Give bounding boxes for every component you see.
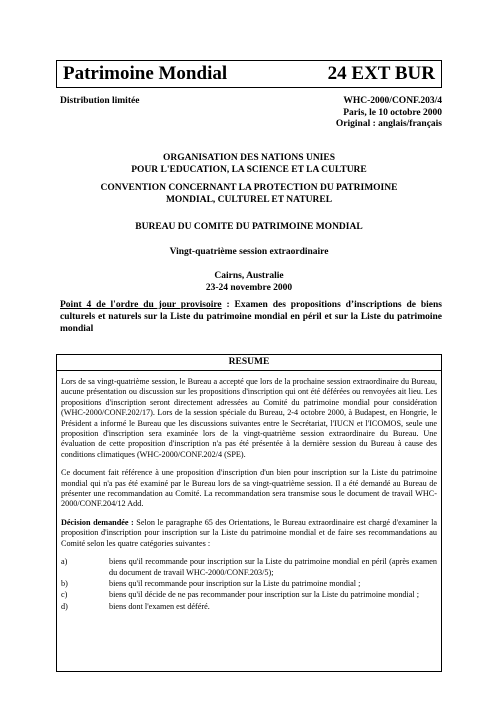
list-item-text: biens dont l'examen est déféré. — [109, 601, 210, 611]
agenda-text: : Examen des propositions d’inscriptions de biens culturels et naturels sur la Liste du patrimoine mondial en péril et sur la Liste du patrimoine mondial — [60, 300, 442, 334]
decision-paragraph — [61, 518, 437, 549]
doc-number: WHC-2000/CONF.203/4 — [343, 96, 442, 106]
list-item-letter: c) — [61, 590, 68, 600]
list-item — [61, 557, 437, 578]
agenda-item — [60, 299, 442, 335]
bureau-heading: BUREAU DU COMITE DU PATRIMOINE MONDIAL — [135, 222, 363, 232]
summary-box — [56, 354, 442, 672]
category-list — [61, 557, 437, 612]
conv-line-1: CONVENTION CONCERNANT LA PROTECTION DU PATRIMOINE — [100, 183, 398, 193]
summary-body — [61, 377, 437, 613]
distribution-label: Distribution limitée — [60, 96, 140, 106]
list-item — [61, 590, 437, 600]
header-code: 24 EXT BUR — [327, 63, 435, 84]
list-item-letter: d) — [61, 601, 68, 611]
header-box — [56, 60, 442, 88]
list-item-letter: b) — [61, 578, 68, 588]
summary-paragraph-2: Ce document fait référence à une proposition d'inscription d'un bien pour inscription sur la Liste du patrimoine mondial qui n'a pas été examiné par le Bureau lors de sa vingt-quatrième session. Il a été demandé au Bureau de présenter une recommandation au Comité. La recommandation sera transmise sous le document de travail WHC-2000/CONF.204/12 Add. — [61, 468, 437, 509]
agenda-label: Point 4 de l'ordre du jour provisoire — [60, 300, 222, 310]
organisation-heading — [56, 152, 442, 176]
list-item — [61, 602, 437, 612]
document-references — [336, 96, 442, 131]
summary-paragraph-1: Lors de sa vingt-quatrième session, le Bureau a accepté que lors de la prochaine session extraordinaire du Bureau, aucune présentation ou discussion sur les propositions d'inscription qui ont été déférées ou renvoyées ait lieu. Les propositions d'inscription seront directement adressées au Comité du patrimoine mondial pour considération (WHC-2000/CONF.202/17). Lors de la session spéciale du Bureau, 2-4 octobre 2000, à Budapest, en Hongrie, le Président a informé le Bureau que les discussions suivantes entre le Secrétariat, l'IUCN et l'ICOMOS, seule une proposition d'inscription sera examinée lors de la vingt-quatrième session extraordinaire du Bureau. Une évaluation de cette proposition d'inscription n'a pas été présentée à la dernière session du Bureau à cause des conditions climatiques (WHC-2000/CONF.202/4 (SPE). — [61, 377, 437, 459]
original-language: Original : anglais/français — [335, 119, 442, 129]
list-item — [61, 579, 437, 589]
summary-divider — [57, 370, 441, 371]
list-item-letter: a) — [61, 557, 68, 567]
summary-title: RESUME — [228, 357, 270, 367]
location-block — [56, 270, 442, 294]
decision-text: Selon le paragraphe 65 des Orientations, le Bureau extraordinaire est chargé d'examiner la proposition d'inscription pour inscription sur la Liste du patrimoine mondial et de faire ses recommandations au Comité selon les quatre catégories suivantes : — [61, 517, 437, 548]
list-item-text: biens qu'il décide de ne pas recommander pour inscription sur la Liste du patrimoine mondial ; — [109, 590, 420, 600]
location: Cairns, Australie — [214, 271, 284, 281]
header-title: Patrimoine Mondial — [63, 63, 228, 84]
list-item-text: biens qu'il recommande pour inscription sur la Liste du patrimoine mondial ; — [109, 578, 361, 588]
conv-line-2: MONDIAL, CULTUREL ET NATUREL — [165, 195, 333, 205]
meeting-dates: 23-24 novembre 2000 — [205, 283, 293, 293]
session-heading: Vingt-quatrième session extraordinaire — [169, 247, 329, 257]
org-line-1: ORGANISATION DES NATIONS UNIES — [162, 153, 335, 163]
convention-heading — [56, 182, 442, 206]
list-item-text: biens qu'il recommande pour inscription sur la Liste du patrimoine mondial en péril (après examen du document de travail WHC-2000/CONF.203/5); — [109, 557, 437, 577]
decision-label: Décision demandée : — [61, 517, 134, 527]
org-line-2: POUR L'EDUCATION, LA SCIENCE ET LA CULTURE — [131, 165, 367, 175]
place-date: Paris, le 10 octobre 2000 — [343, 107, 442, 118]
